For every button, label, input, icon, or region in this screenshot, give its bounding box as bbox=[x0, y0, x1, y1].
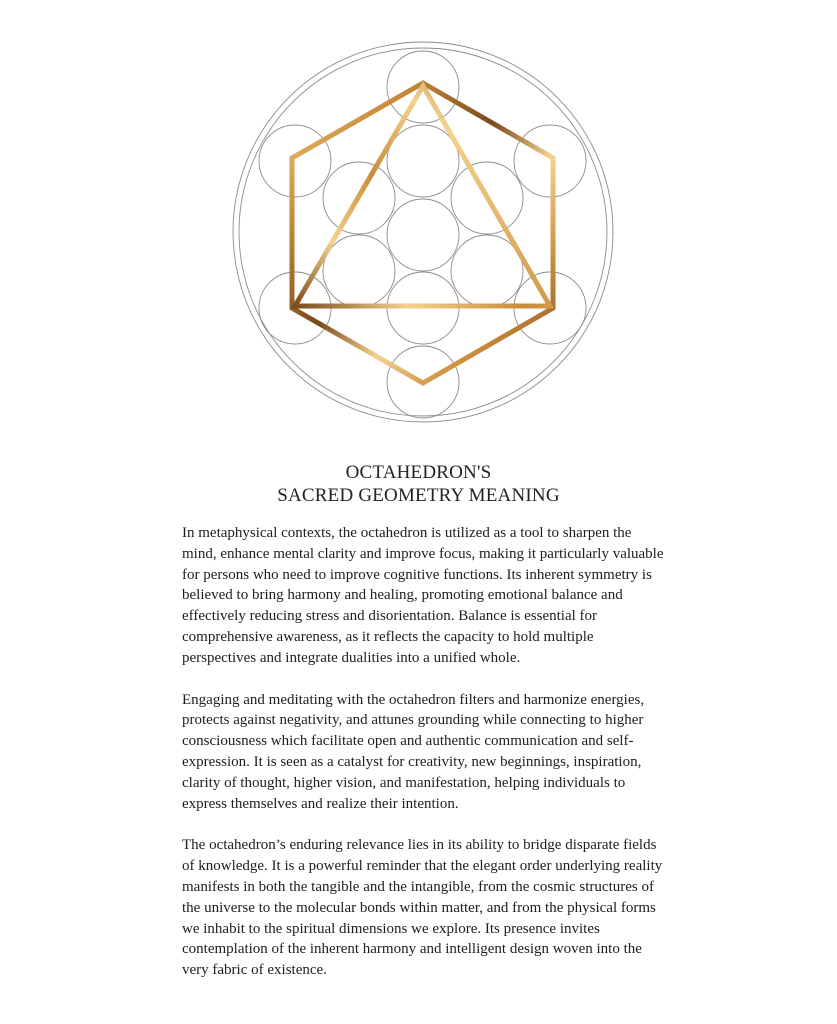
small-circle bbox=[451, 235, 523, 307]
gold-octahedron bbox=[292, 83, 553, 383]
small-circle bbox=[387, 199, 459, 271]
paragraph-3: The octahedron’s enduring relevance lies in its ability to bridge disparate fields of knowledge. It is a powerful reminder that the elegant order underlying reality manifests in both the tangible and the intangible, from the cosmic structures of the universe to the molecular bonds within matter, and from the physical forms we inhabit to the spiritual dimensions we explore. Its presence invites contemplation of the inherent harmony and intelligent design woven into the very fabric of existence. bbox=[182, 837, 663, 979]
title-line-1: OCTAHEDRON'S bbox=[345, 462, 492, 483]
title-line-2: SACRED GEOMETRY MEANING bbox=[277, 485, 560, 506]
small-circle bbox=[259, 125, 331, 197]
page-title bbox=[0, 461, 837, 507]
small-circle bbox=[514, 125, 586, 197]
small-circle bbox=[387, 125, 459, 197]
small-circle bbox=[323, 235, 395, 307]
gold-triangle bbox=[295, 86, 550, 306]
gold-hexagon bbox=[292, 83, 553, 383]
sacred-geometry-figure bbox=[0, 0, 837, 440]
paragraph-2: Engaging and meditating with the octahedron filters and harmonize energies, protects against negativity, and attunes grounding while connecting to higher consciousness which facilitate open and authentic communication and self-expression. It is seen as a catalyst for creativity, new beginnings, inspiration, clarity of thought, higher vision, and manifestation, helping individuals to express themselves and realize their intention. bbox=[182, 691, 645, 812]
octahedron-sacred-geometry-icon bbox=[0, 0, 837, 440]
article-body bbox=[182, 523, 668, 1002]
paragraph-1: In metaphysical contexts, the octahedron is utilized as a tool to sharpen the mind, enhance mental clarity and improve focus, making it particularly valuable for persons who need to improve cognitive functions. Its inherent symmetry is believed to bring harmony and healing, promoting emotional balance and effectively reducing stress and disorientation. Balance is essential for comprehensive awareness, as it reflects the capacity to hold multiple perspectives and integrate dualities into a unified whole. bbox=[182, 525, 664, 666]
